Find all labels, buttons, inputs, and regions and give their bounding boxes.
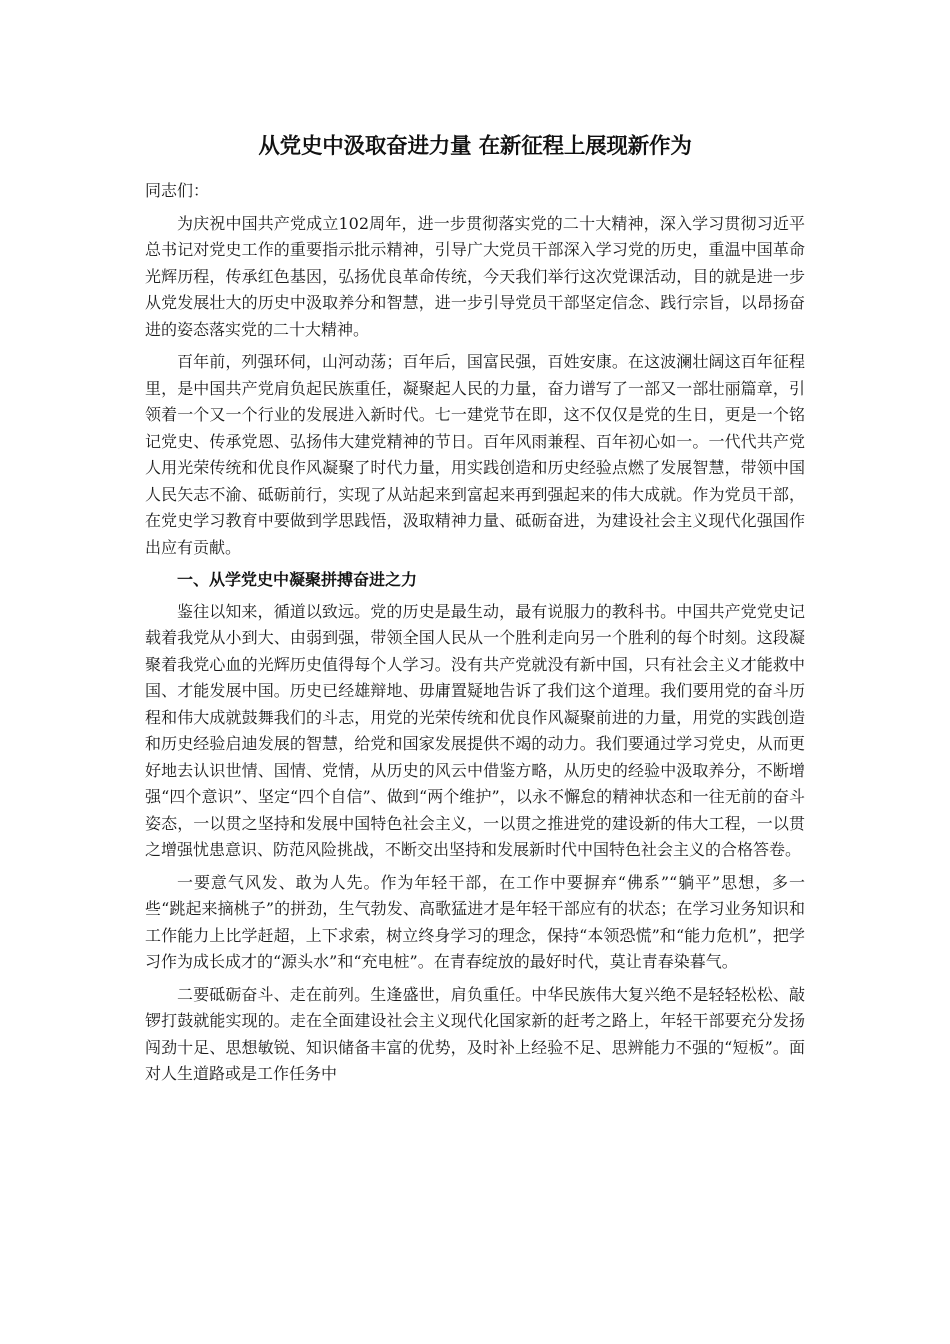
section1-paragraph-2: 一要意气风发、敢为人先。作为年轻干部，在工作中要摒弃“佛系”“躺平”思想，多一些“跳起来摘桃子”的拼劲，生气勃发、高歌猛进才是年轻干部应有的状态；在学习业务知识和工作能力上比学赶超，上下求索，树立终身学习的理念，保持“本领恐慌”和“能力危机”，把学习作为成长成才的“源头水”和“充电桩”。在青春绽放的最好时代，莫让青春染暮气。 (145, 872, 805, 971)
salutation: 同志们： (145, 181, 210, 200)
document-page (145, 128, 805, 1094)
intro-paragraph-1: 为庆祝中国共产党成立102周年，进一步贯彻落实党的二十大精神，深入学习贯彻习近平总书记对党史工作的重要指示批示精神，引导广大党员干部深入学习党的历史，重温中国革命光辉历程，传承红色基因，弘扬优良革命传统，今天我们举行这次党课活动，目的就是进一步从党发展壮大的历史中汲取养分和智慧，进一步引导党员干部坚定信念、践行宗旨，以昂扬奋进的姿态落实党的二十大精神。 (145, 213, 805, 339)
section1-paragraph-3: 二要砥砺奋斗、走在前列。生逢盛世，肩负重任。中华民族伟大复兴绝不是轻轻松松、敲锣打鼓就能实现的。走在全面建设社会主义现代化国家新的赶考之路上，年轻干部要充分发扬闯劲十足、思想敏锐、知识储备丰富的优势，及时补上经验不足、思辨能力不强的“短板”。面对人生道路或是工作任务中 (145, 984, 805, 1083)
section1-paragraph-1: 鉴往以知来，循道以致远。党的历史是最生动，最有说服力的教科书。中国共产党党史记载着我党从小到大、由弱到强，带领全国人民从一个胜利走向另一个胜利的每个时刻。这段凝聚着我党心血的光辉历史值得每个人学习。没有共产党就没有新中国，只有社会主义才能救中国、才能发展中国。历史已经雄辩地、毋庸置疑地告诉了我们这个道理。我们要用党的奋斗历程和伟大成就鼓舞我们的斗志，用党的光荣传统和优良作风凝聚前进的力量，用党的实践创造和历史经验启迪发展的智慧，给党和国家发展提供不竭的动力。我们要通过学习党史，从而更好地去认识世情、国情、党情，从历史的风云中借鉴方略，从历史的经验中汲取养分，不断增强“四个意识”、坚定“四个自信”、做到“两个维护”，以永不懈怠的精神状态和一往无前的奋斗姿态，一以贯之坚持和发展中国特色社会主义，一以贯之推进党的建设新的伟大工程，一以贯之增强忧患意识、防范风险挑战，不断交出坚持和发展新时代中国特色社会主义的合格答卷。 (145, 601, 805, 859)
section-heading-1: 一、从学党史中凝聚拼搏奋进之力 (177, 570, 418, 589)
document-title: 从党史中汲取奋进力量 在新征程上展现新作为 (258, 134, 692, 159)
intro-paragraph-2: 百年前，列强环伺，山河动荡；百年后，国富民强，百姓安康。在这波澜壮阔这百年征程里，是中国共产党肩负起民族重任，凝聚起人民的力量，奋力谱写了一部又一部壮丽篇章，引领着一个又一个行业的发展进入新时代。七一建党节在即，这不仅仅是党的生日，更是一个铭记党史、传承党恩、弘扬伟大建党精神的节日。百年风雨兼程、百年初心如一。一代代共产党人用光荣传统和优良作风凝聚了时代力量，用实践创造和历史经验点燃了发展智慧，带领中国人民矢志不渝、砥砺前行，实现了从站起来到富起来再到强起来的伟大成就。作为党员干部，在党史学习教育中要做到学思践悟，汲取精神力量、砥砺奋进，为建设社会主义现代化强国作出应有贡献。 (145, 352, 805, 557)
